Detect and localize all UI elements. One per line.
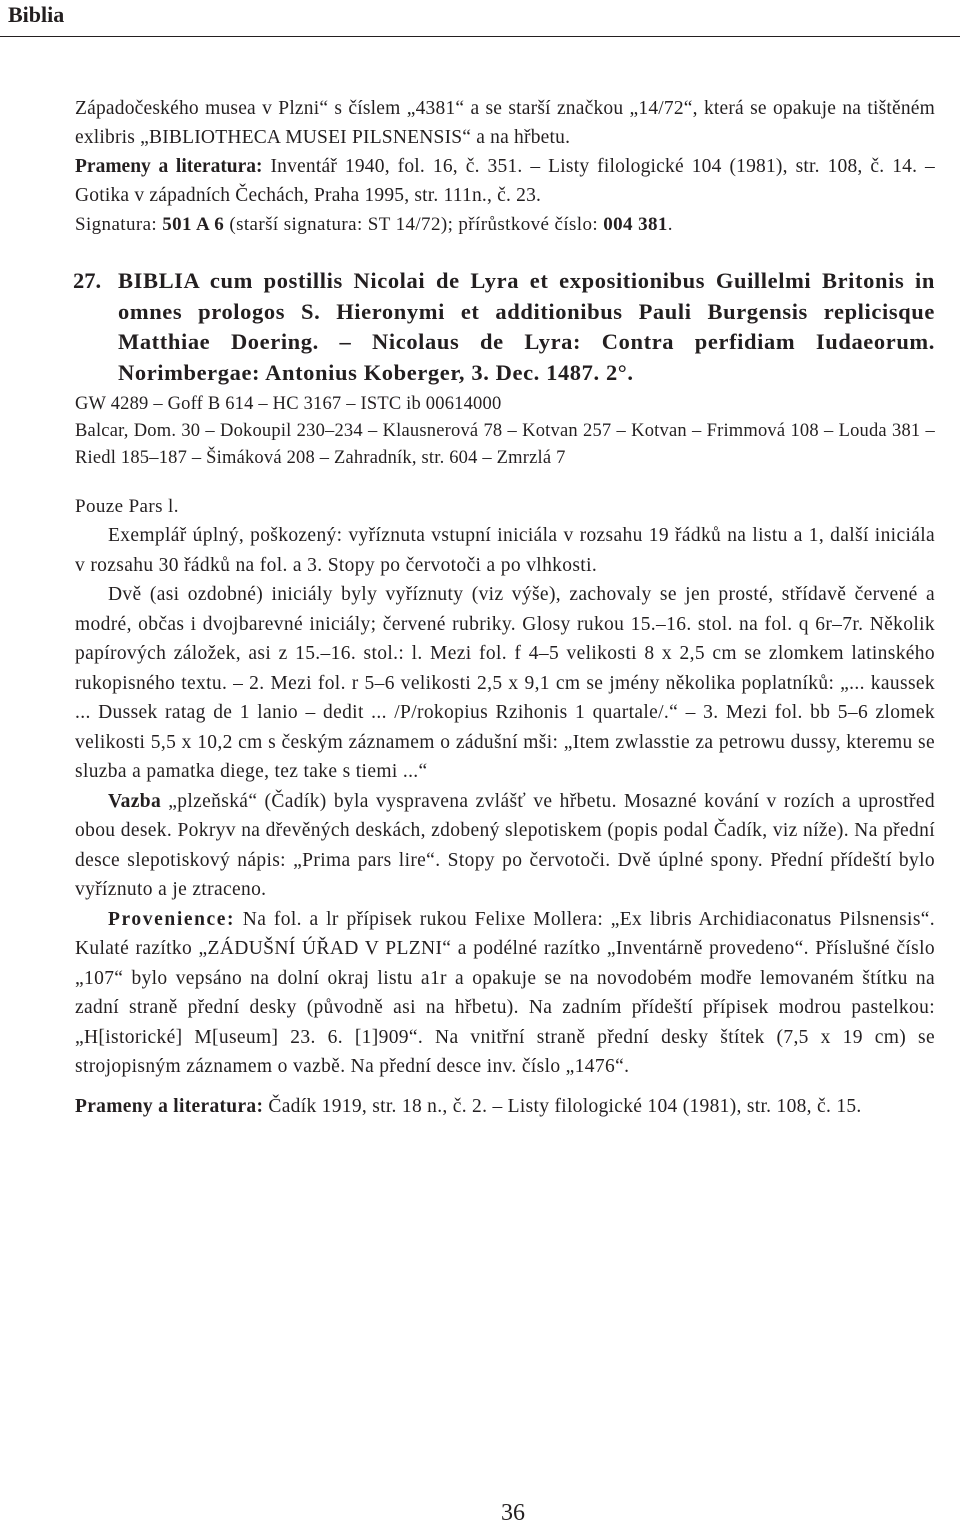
binding-text: „plzeňská“ (Čadík) byla vyspravena zvlášť ve hřbetu. Mosazné kování v rozích a uprostřed obou desek. Pokryv na dřevěných deskách, zdobený slepotiskem (popis podal Čadík, viz níže). Na přední desce slepotiskový nápis: „Prima pars lire“. Stopy po červotoči. Dvě úplné spony. Přední přídeští bylo vyříznuto a je ztraceno. (75, 790, 935, 900)
running-header (0, 0, 960, 37)
signature-label: Signatura: (75, 214, 163, 235)
previous-entry-continuation (75, 94, 935, 152)
signature-line (75, 210, 935, 239)
sources-label: Prameny a literatura: (75, 156, 263, 177)
previous-entry-sources (75, 152, 935, 210)
entry-title (118, 266, 935, 388)
decoration-paragraph: Dvě (asi ozdobné) iniciály byly vyříznuty (viz výše), zachovaly se jen prosté, střídavě červené a modré, občas i dvojbarevné iniciály; červené rubriky. Glosy rukou 15.–16. stol. na fol. q 6r–7r. Několik papírových záložek, asi z 15.–16. stol.: l. Mezi fol. f 4–5 velikosti 8 x 2,5 cm se zlomkem latinského rukopisného textu. – 2. Mezi fol. r 5–6 velikosti 2,5 x 9,1 cm se jmény několika poplatníků: „... kaussek ... Dussek ratag de 1 lanio – dedit ... /P/rokopius Rzihonis 1 quartale/.“ – 3. Mezi fol. bb 5–6 zlomek velikosti 5,5 x 10,2 cm s českým záznamem o zádušní mši: „Item zwlasstie za petrowu dussy, kteremu se sluzba a pamatka diege, tez take s tiemi ...“ (75, 584, 935, 782)
running-header-title: Biblia (8, 2, 65, 27)
page-number-text: 36 (501, 1500, 525, 1526)
accession-number: 004 381 (603, 214, 668, 235)
entry-sources-text: Čadík 1919, str. 18 n., č. 2. – Listy filologické 104 (1981), str. 108, č. 15. (263, 1095, 862, 1117)
page-content (75, 94, 935, 1121)
signature-mid: (starší signatura: ST 14/72); přírůstkové číslo: (224, 214, 604, 235)
provenance-text: Na fol. a lr přípisek rukou Felixe Mollera: „Ex libris Archidiaconatus Pilsnensis“. Kulaté razítko „ZÁDUŠNÍ ÚŘAD V PLZNI“ a podélné razítko „Inventárně provedeno“. Příslušné číslo „107“ bylo vepsáno na dolní okraj listu a1r a opakuje se na novodobém modře lemovaném štítku na zadní straně přední desky (původně asi na hřbetu). Na zadním přídeští přípisek modrou pastelkou: „H[istorické] M[useum] 23. 6. [1]909“. Na vnitřní straně přední desky štítek (7,5 x 19 cm) se strojopisným záznamem o vazbě. Na přední desce inv. číslo „1476“. (75, 908, 935, 1077)
entry-sources (75, 1092, 935, 1121)
binding-paragraph (75, 787, 935, 905)
entry-title-text: BIBLIA cum postillis Nicolai de Lyra et expositionibus Guillelmi Britonis in omnes prologos S. Hieronymi et additionibus Pauli Burgensis replicisque Matthiae Doering. – Nicolaus de Lyra: Contra perfidiam Iudaeorum. Norimbergae: Antonius Koberger, 3. Dec. 1487. 2°. (118, 268, 935, 385)
provenance-paragraph (75, 905, 935, 1082)
copy-condition-paragraph: Exemplář úplný, poškozený: vyříznuta vstupní iniciála v rozsahu 19 řádků na listu a 1, další iniciála v rozsahu 30 řádků na fol. a 3. Stopy po červotoči a po vlhkosti. (75, 525, 935, 576)
provenance-label: Provenience: (108, 908, 236, 930)
binding-label: Vazba (108, 790, 162, 812)
signature-end: . (667, 214, 673, 235)
literature-references: Balcar, Dom. 30 – Dokoupil 230–234 – Klausnerová 78 – Kotvan 257 – Kotvan – Frimmová 108 – Louda 381 – Riedl 185–187 – Šimáková 208 – Zahradník, str. 604 – Zmrzlá 7 (75, 421, 935, 468)
pars-note: Pouze Pars l. (75, 496, 179, 517)
entry-number: 27. (73, 268, 102, 293)
sources-text: Inventář 1940, fol. 16, č. 351. – Listy filologické 104 (1981), str. 108, č. 14. – Gotika v západních Čechách, Praha 1995, str. 111n., č. 23. (75, 156, 936, 206)
bibliographic-references: GW 4289 – Goff B 614 – HC 3167 – ISTC ib 00614000 (75, 394, 502, 414)
page-number (0, 1500, 960, 1527)
entry-sources-label: Prameny a literatura: (75, 1095, 264, 1117)
catalog-entry (75, 266, 935, 388)
entry-body (118, 266, 935, 388)
continuation-text: Západočeského musea v Plzni“ s číslem „4381“ a se starší značkou „14/72“, která se opakuje na tištěném exlibris „BIBLIOTHECA MUSEI PILSNENSIS“ a na hřbetu. (75, 98, 935, 148)
signature-value: 501 A 6 (162, 214, 225, 235)
